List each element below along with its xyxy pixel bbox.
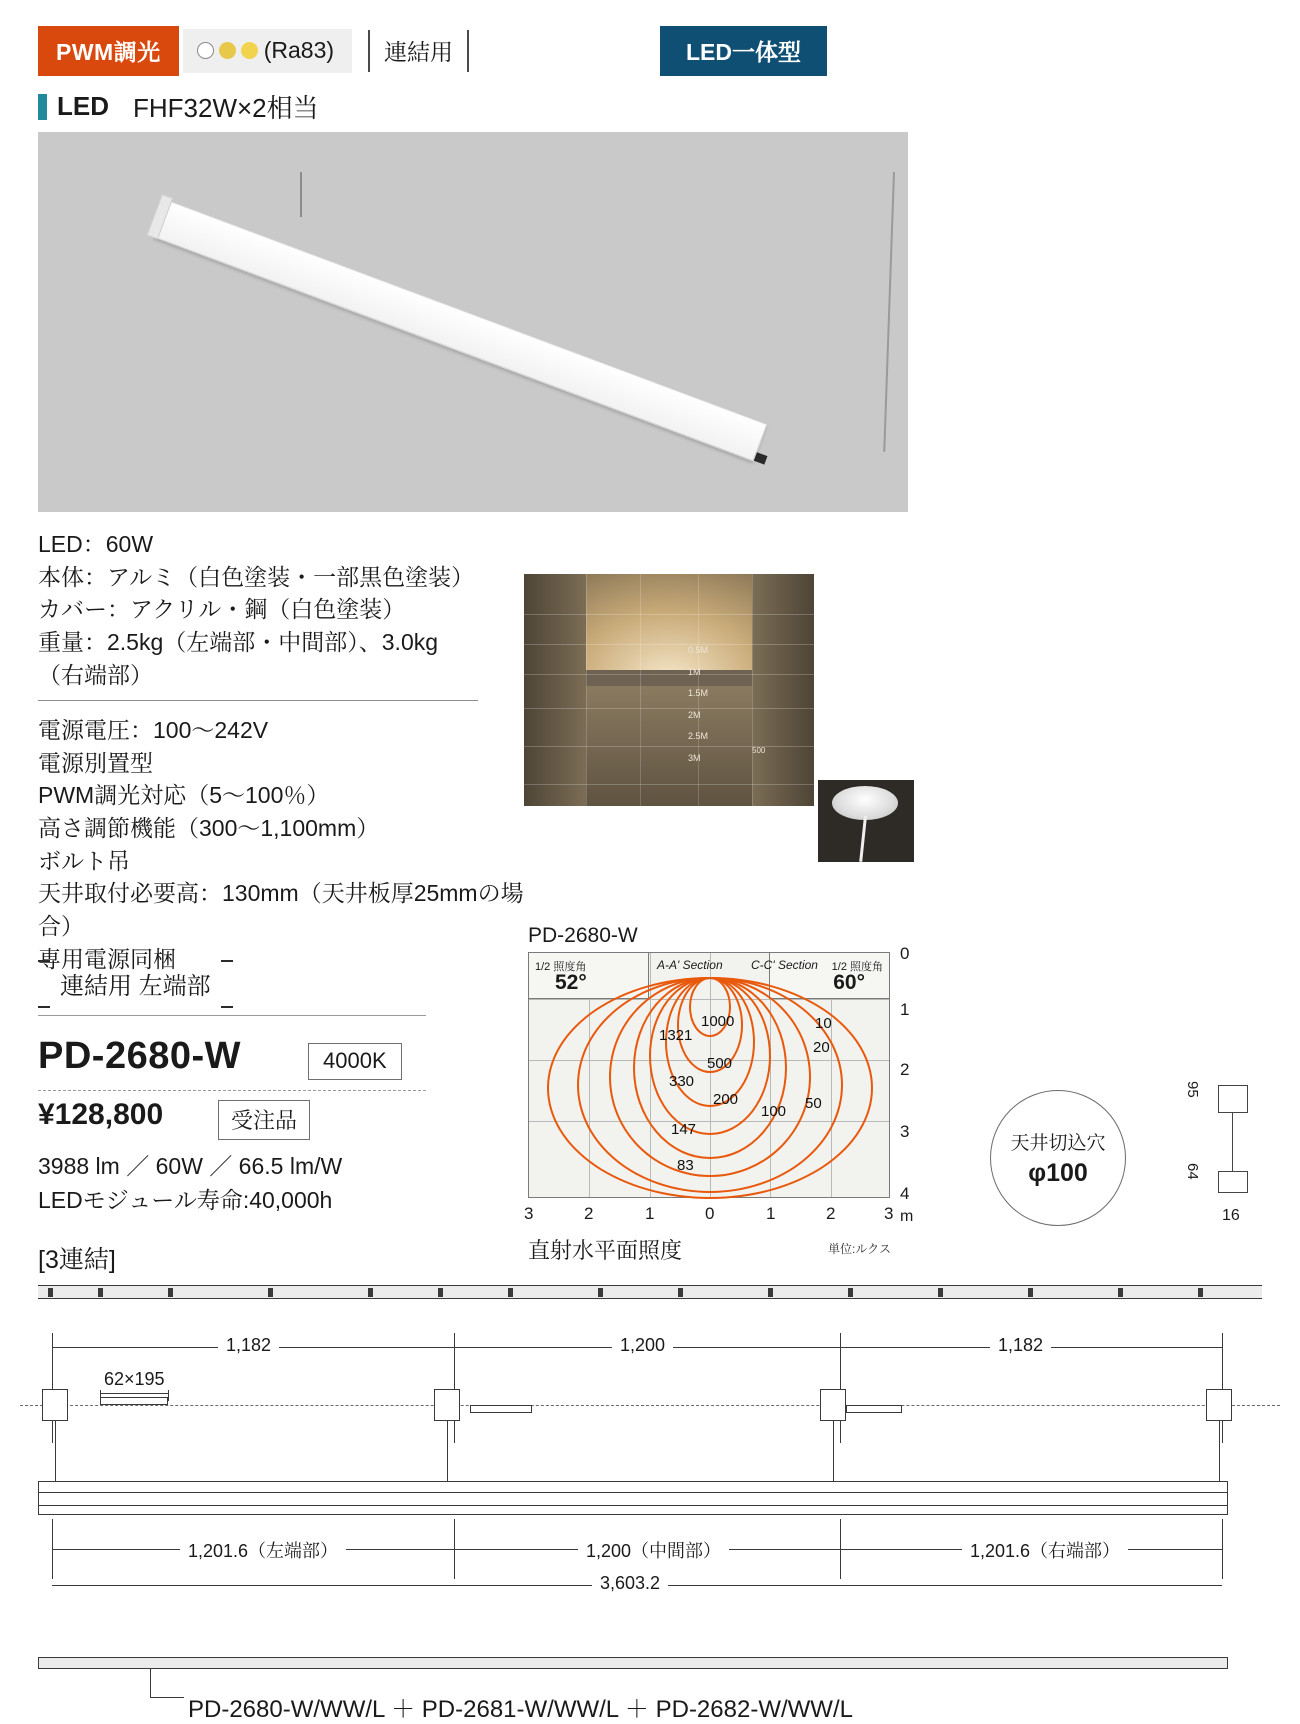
dim-label-right-section: 1,201.6（右端部） bbox=[962, 1537, 1128, 1563]
fixture-body-elevation bbox=[38, 1481, 1228, 1515]
badge-row bbox=[38, 26, 469, 76]
drawing-top-profile bbox=[38, 1285, 1262, 1299]
product-module-life: LEDモジュール寿命:40,000h bbox=[38, 1187, 333, 1213]
spec-weight: 重量：2.5kg（左端部・中間部）、3.0kg（右端部） bbox=[38, 628, 439, 688]
room-grid-line bbox=[752, 574, 753, 806]
room-wall-left bbox=[524, 574, 586, 806]
chart-value-10: 10 bbox=[815, 1015, 832, 1032]
fixture-bottom-view bbox=[38, 1657, 1228, 1669]
profile-mark bbox=[98, 1288, 103, 1297]
side-view-dimensions bbox=[1178, 1075, 1268, 1235]
chart-y-tick-0: 0 bbox=[900, 944, 910, 963]
chart-section-label-left: A-A' Section bbox=[657, 958, 723, 972]
room-scale-0: 0.5M bbox=[688, 645, 709, 655]
dim-label-mid-section: 1,200（中間部） bbox=[578, 1537, 729, 1563]
chart-value-100: 100 bbox=[761, 1103, 787, 1120]
profile-mark bbox=[48, 1288, 53, 1297]
profile-mark bbox=[678, 1288, 683, 1297]
leader-line-vertical bbox=[150, 1669, 151, 1697]
profile-mark bbox=[1118, 1288, 1123, 1297]
room-scale-labels bbox=[688, 640, 708, 770]
chart-title: PD-2680-W bbox=[528, 924, 638, 947]
profile-mark bbox=[168, 1288, 173, 1297]
side-view-dim-16: 16 bbox=[1222, 1207, 1240, 1224]
led-header bbox=[38, 88, 319, 125]
chart-value-1000: 1000 bbox=[701, 1013, 735, 1030]
dim-label-1182-left: 1,182 bbox=[218, 1335, 279, 1356]
ceiling-canopy bbox=[832, 786, 898, 820]
mount-plate-3 bbox=[846, 1405, 902, 1413]
room-scale-1: 1M bbox=[688, 666, 701, 677]
led-label: LED bbox=[57, 91, 109, 121]
profile-mark bbox=[848, 1288, 853, 1297]
spec-led-watt: LED：60W bbox=[38, 531, 154, 557]
badge-led-integrated: LED一体型 bbox=[660, 26, 827, 76]
dim-tick bbox=[840, 1333, 841, 1443]
suspension-rod-3 bbox=[833, 1421, 834, 1481]
photometric-chart bbox=[528, 952, 890, 1198]
spec-bolt-suspension: ボルト吊 bbox=[38, 847, 130, 874]
room-grid-line bbox=[640, 574, 641, 806]
profile-mark bbox=[368, 1288, 373, 1297]
side-view-fixture bbox=[1218, 1171, 1248, 1193]
product-series-note: [3連結] bbox=[38, 1246, 116, 1274]
dim-tick bbox=[840, 1519, 841, 1579]
room-simulation-photo bbox=[524, 574, 814, 806]
dim-label-1182-right: 1,182 bbox=[990, 1335, 1051, 1356]
chart-x-tick-2: 1 bbox=[645, 1204, 655, 1223]
mount-bracket-2 bbox=[434, 1389, 460, 1421]
made-to-order-badge: 受注品 bbox=[218, 1100, 310, 1140]
chart-y-tick-3: 3 bbox=[900, 1122, 910, 1141]
chart-x-axis-label: 直射水平面照度 bbox=[528, 1238, 683, 1263]
room-grid-line bbox=[586, 574, 587, 806]
spec-divider bbox=[38, 700, 478, 701]
spec-dimming: PWM調光対応（5〜100％） bbox=[38, 782, 330, 809]
room-lux-label: 500 bbox=[752, 746, 766, 755]
chart-value-20: 20 bbox=[813, 1039, 830, 1056]
chart-x-tick-4: 1 bbox=[766, 1204, 776, 1223]
leader-line-horizontal bbox=[150, 1697, 184, 1698]
cri-dot-2-icon bbox=[219, 42, 236, 59]
side-view-dim-95: 95 bbox=[1184, 1081, 1201, 1098]
product-model-number: PD-2680-W bbox=[38, 1035, 241, 1077]
chart-value-83: 83 bbox=[677, 1157, 694, 1174]
room-grid-line bbox=[524, 674, 814, 675]
badge-linkable: 連結用 bbox=[368, 26, 469, 76]
isolux-curve-outer bbox=[547, 977, 873, 1199]
profile-mark bbox=[268, 1288, 273, 1297]
chart-value-500: 500 bbox=[707, 1055, 733, 1072]
chart-y-tick-4: 4 bbox=[900, 1184, 910, 1203]
chart-value-147: 147 bbox=[671, 1121, 697, 1138]
mount-bracket-1 bbox=[42, 1389, 68, 1421]
profile-mark bbox=[938, 1288, 943, 1297]
chart-y-tick-2: 2 bbox=[900, 1060, 910, 1079]
mount-plate-2 bbox=[470, 1405, 532, 1413]
room-scale-3: 2M bbox=[688, 709, 701, 720]
chart-beam-angle-right: 60° bbox=[833, 971, 865, 994]
drawing-centerline bbox=[20, 1405, 1280, 1406]
product-type-tag: 連結用 左端部 bbox=[38, 960, 233, 1008]
spec-ceiling-height: 天井取付必要高：130mm（天井板厚25mmの場合） bbox=[38, 880, 524, 939]
suspension-rod-4 bbox=[1219, 1421, 1220, 1481]
cri-label: (Ra83) bbox=[263, 37, 335, 63]
spec-list-primary bbox=[38, 528, 478, 691]
ceiling-mount-photo bbox=[818, 780, 914, 862]
led-equivalent: FHF32W×2相当 bbox=[133, 93, 319, 123]
chart-beam-angle-left: 52° bbox=[555, 971, 587, 994]
profile-mark bbox=[508, 1288, 513, 1297]
technical-drawing bbox=[0, 1285, 1300, 1723]
chart-x-unit: m bbox=[900, 1208, 914, 1225]
spec-power-type: 電源別置型 bbox=[38, 749, 153, 776]
dim-tick bbox=[1222, 1333, 1223, 1443]
profile-mark bbox=[1028, 1288, 1033, 1297]
mount-bracket-3 bbox=[820, 1389, 846, 1421]
product-price: ¥128,800 bbox=[38, 1098, 164, 1131]
dim-line-detail bbox=[100, 1393, 168, 1394]
room-scale-5: 3M bbox=[688, 752, 701, 763]
chart-x-tick-0: 3 bbox=[524, 1204, 534, 1223]
mount-plate-1 bbox=[100, 1397, 168, 1405]
fixture-body bbox=[154, 200, 767, 462]
cri-dots bbox=[197, 42, 258, 59]
cri-dot-1-icon bbox=[197, 42, 214, 59]
dim-tick bbox=[52, 1519, 53, 1579]
side-view-dim-64: 64 bbox=[1184, 1163, 1201, 1180]
room-wall-right bbox=[752, 574, 814, 806]
spec-cover-material: カバー：アクリル・鋼（白色塗装） bbox=[38, 596, 406, 623]
ceiling-hole-diameter: φ100 bbox=[1028, 1159, 1088, 1187]
spec-list-secondary bbox=[38, 714, 558, 975]
profile-mark bbox=[768, 1288, 773, 1297]
price-divider bbox=[38, 1090, 426, 1091]
suspension-rod-1 bbox=[55, 1421, 56, 1481]
product-divider bbox=[38, 1015, 426, 1016]
spec-height-adjust: 高さ調節機能（300〜1,100mm） bbox=[38, 814, 380, 841]
room-scale-4: 2.5M bbox=[688, 731, 709, 742]
room-grid-line bbox=[524, 708, 814, 709]
product-lumen-output: 3988 lm ／ 60W ／ 66.5 lm/W bbox=[38, 1153, 343, 1179]
room-grid-line bbox=[524, 644, 814, 645]
side-view-canopy bbox=[1218, 1085, 1248, 1113]
product-photo bbox=[38, 132, 908, 512]
chart-section-label-right: C-C' Section bbox=[751, 958, 818, 972]
chart-x-tick-3: 0 bbox=[705, 1204, 715, 1223]
dim-tick bbox=[52, 1333, 53, 1443]
room-grid-line bbox=[524, 614, 814, 615]
dim-label-left-section: 1,201.6（左端部） bbox=[180, 1537, 346, 1563]
profile-mark bbox=[598, 1288, 603, 1297]
suspension-wire-left-icon bbox=[300, 172, 302, 217]
spec-voltage: 電源電圧：100〜242V bbox=[38, 717, 269, 743]
chart-y-tick-1: 1 bbox=[900, 1000, 910, 1019]
dim-label-total: 3,603.2 bbox=[592, 1573, 668, 1594]
cri-dot-3-icon bbox=[241, 42, 258, 59]
profile-mark bbox=[1198, 1288, 1203, 1297]
chart-x-tick-6: 3 bbox=[884, 1204, 894, 1223]
fixture-illustration bbox=[148, 172, 828, 462]
dim-label-62x195: 62×195 bbox=[96, 1369, 173, 1390]
chart-value-1321: 1321 bbox=[659, 1027, 693, 1044]
chart-value-50: 50 bbox=[805, 1095, 822, 1112]
model-combination-label: PD-2680-W/WW/L ＋ PD-2681-W/WW/L ＋ PD-2682-W/WW/L bbox=[188, 1696, 853, 1723]
chart-x-tick-5: 2 bbox=[826, 1204, 836, 1223]
chart-unit-note: 単位:ルクス bbox=[828, 1242, 891, 1256]
accent-bar-icon bbox=[38, 94, 47, 120]
ceiling-hole-label: 天井切込穴 bbox=[1010, 1133, 1106, 1154]
ceiling-rod bbox=[859, 816, 867, 862]
mount-bracket-4 bbox=[1206, 1389, 1232, 1421]
profile-mark bbox=[438, 1288, 443, 1297]
chart-half-angle-label-left: 1/2 照度角 bbox=[535, 961, 587, 973]
ceiling-hole-callout bbox=[990, 1090, 1126, 1226]
dim-label-1200: 1,200 bbox=[612, 1335, 673, 1356]
room-grid-line bbox=[524, 746, 814, 747]
suspension-wire-right-icon bbox=[883, 172, 894, 452]
room-grid-line bbox=[524, 784, 814, 785]
side-view-rod bbox=[1232, 1113, 1233, 1171]
chart-x-tick-1: 2 bbox=[584, 1204, 594, 1223]
dim-tick bbox=[454, 1519, 455, 1579]
suspension-rod-2 bbox=[447, 1421, 448, 1481]
badge-color-rendering bbox=[183, 29, 352, 73]
badge-pwm-dimming: PWM調光 bbox=[38, 26, 179, 76]
chart-value-330: 330 bbox=[669, 1073, 695, 1090]
dim-tick bbox=[454, 1333, 455, 1443]
spec-power-included: 専用電源同梱 bbox=[38, 945, 176, 972]
room-scale-2: 1.5M bbox=[688, 688, 709, 699]
dim-tick bbox=[1222, 1519, 1223, 1579]
product-color-temperature: 4000K bbox=[308, 1043, 402, 1080]
spec-body-material: 本体：アルミ（白色塗装・一部黒色塗装） bbox=[38, 563, 475, 590]
chart-half-angle-label-right: 1/2 照度角 bbox=[831, 961, 883, 973]
chart-value-200: 200 bbox=[713, 1091, 739, 1108]
